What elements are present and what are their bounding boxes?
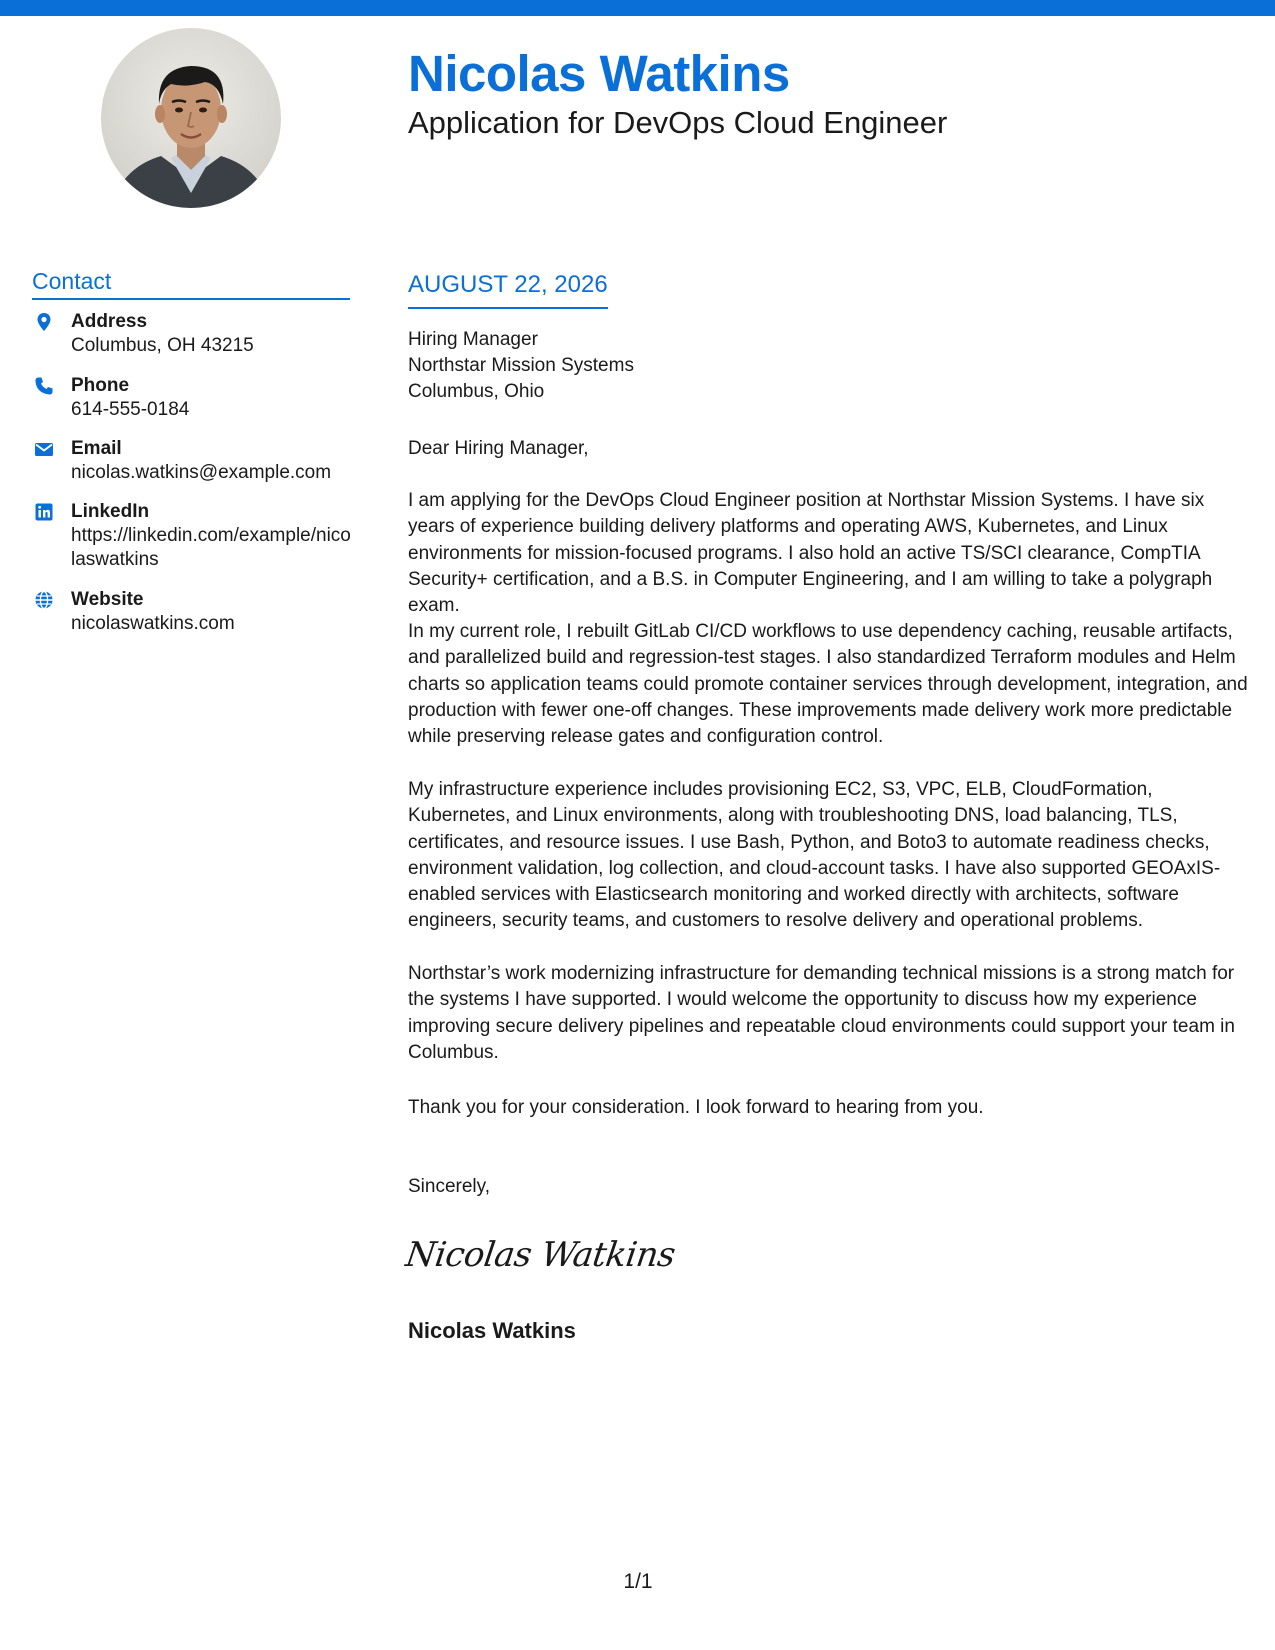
phone-value: 614-555-0184 (71, 399, 190, 420)
phone-label: Phone (71, 375, 130, 396)
salutation: Dear Hiring Manager, (408, 438, 589, 459)
top-accent-bar (0, 0, 1275, 16)
page-number: 1/1 (623, 1570, 653, 1593)
email-icon (34, 439, 54, 459)
recipient-line: Northstar Mission Systems (408, 355, 634, 376)
email-value[interactable]: nicolas.watkins@example.com (71, 462, 332, 483)
linkedin-value[interactable]: https://linkedin.com/example/nicolaswatkins (71, 525, 351, 570)
signer-name: Nicolas Watkins (408, 1318, 576, 1343)
body-paragraph: Thank you for your consideration. I look forward to hearing from you. (408, 1097, 984, 1118)
location-pin-icon (34, 312, 54, 332)
body-paragraph: I am applying for the DevOps Cloud Engineer position at Northstar Mission Systems. I have six years of experience building delivery platforms and operating AWS, Kubernetes, and Linux environments for mission-focused programs. I also hold an active TS/SCI clearance, CompTIA Security+ certification, and a B.S. in Computer Engineering, and I am willing to take a polygraph exam. (408, 490, 1213, 617)
body-paragraph: Northstar’s work modernizing infrastructure for demanding technical missions is a strong match for the systems I have supported. I would welcome the opportunity to discuss how my experience improving secure delivery pipelines and repeatable cloud environments could support your team in Columbus. (408, 963, 1235, 1063)
recipient-block (408, 327, 634, 405)
phone-icon (34, 376, 54, 396)
globe-icon (34, 590, 54, 610)
body-paragraph: In my current role, I rebuilt GitLab CI/CD workflows to use dependency caching, reusable artifacts, and parallelized build and regression-test stages. I also standardized Terraform modules and Helm charts so application teams could promote container services through development, integration, and production with fewer one-off changes. These improvements made delivery work more predictable while preserving release gates and configuration control. (408, 621, 1248, 748)
profile-photo (101, 28, 281, 208)
closing: Sincerely, (408, 1176, 491, 1197)
website-label: Website (71, 589, 144, 610)
address-value: Columbus, OH 43215 (71, 335, 254, 356)
address-label: Address (71, 311, 148, 332)
recipient-line: Columbus, Ohio (408, 381, 545, 402)
recipient-line: Hiring Manager (408, 329, 538, 350)
body-paragraph: My infrastructure experience includes provisioning EC2, S3, VPC, ELB, CloudFormation, Kubernetes, and Linux environments, along with troubleshooting DNS, load balancing, TLS, certificates, and resource issues. I use Bash, Python, and Boto3 to automate readiness checks, environment validation, log collection, and cloud-account tasks. I have also supported GEOAxIS-enabled services with Elasticsearch monitoring and worked directly with architects, software engineers, security teams, and customers to resolve delivery and operational problems. (408, 779, 1221, 932)
website-value[interactable]: nicolaswatkins.com (71, 613, 235, 634)
applicant-name: Nicolas Watkins (408, 45, 790, 102)
application-subtitle: Application for DevOps Cloud Engineer (408, 105, 948, 140)
letter-date: AUGUST 22, 2026 (408, 269, 608, 309)
email-label: Email (71, 438, 122, 459)
linkedin-icon (34, 502, 54, 522)
linkedin-label: LinkedIn (71, 501, 150, 522)
handwritten-signature: Nicolas Watkins (403, 1235, 678, 1275)
contact-heading: Contact (32, 266, 350, 300)
